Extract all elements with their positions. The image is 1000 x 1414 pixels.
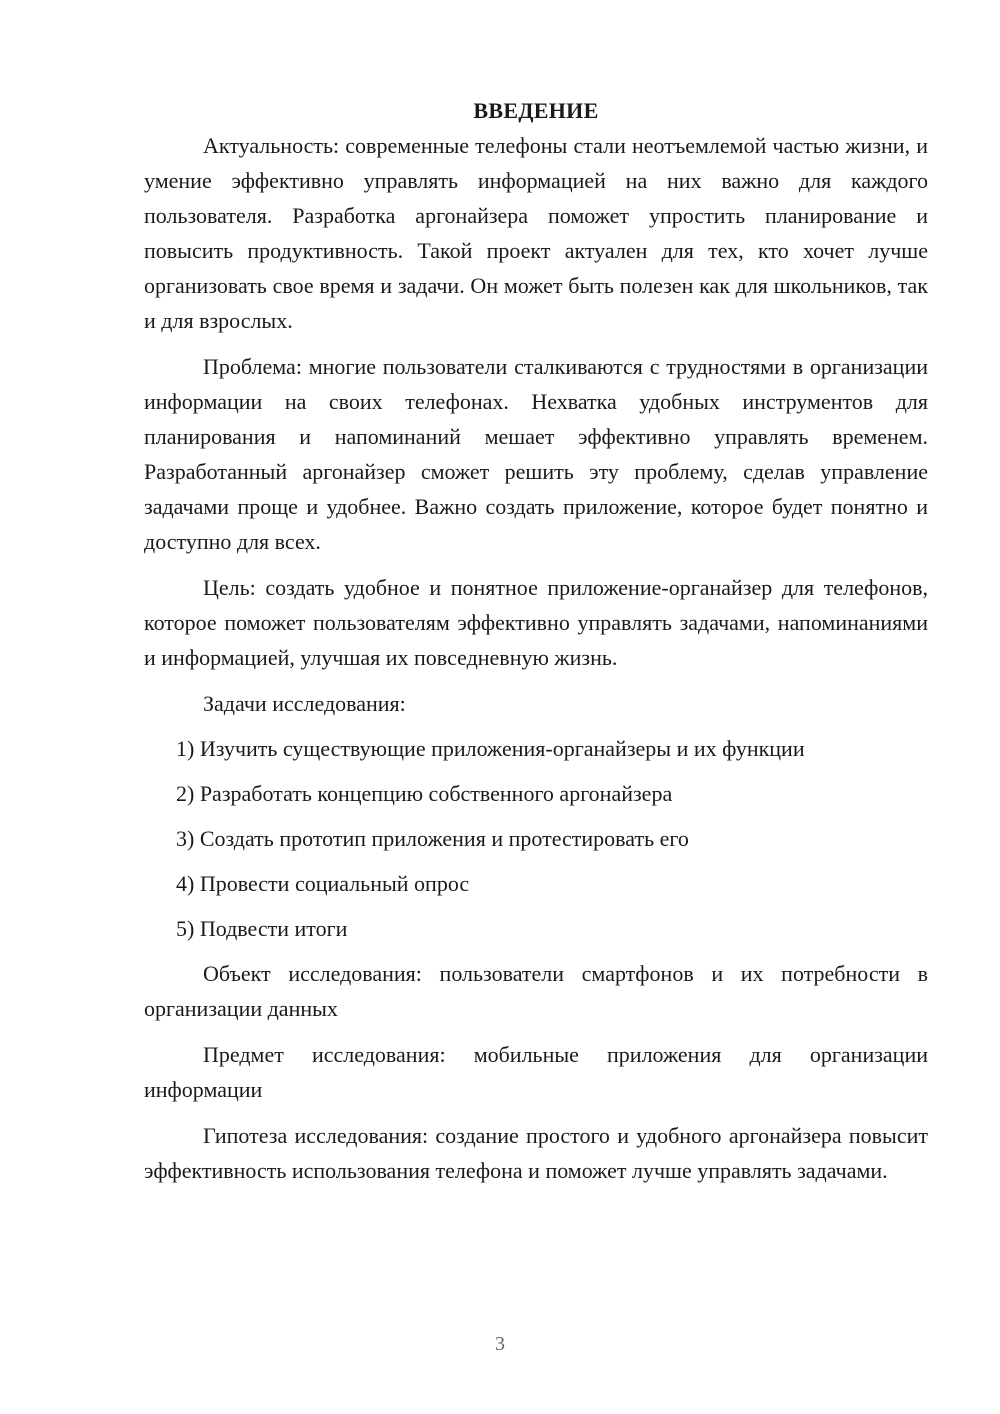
- list-item: 2) Разработать концепцию собственного аргонайзера: [176, 781, 673, 806]
- list-item: 3) Создать прототип приложения и протестировать его: [176, 826, 689, 851]
- paragraph-relevance: Актуальность: современные телефоны стали неотъемлемой частью жизни, и умение эффективно управлять информацией на них важно для каждого пользователя. Разработка аргонайзера поможет упростить планирование и повысить продуктивность. Такой проект актуален для тех, кто хочет лучше организовать свое время и задачи. Он может быть полезен как для школьников, так и для взрослых.: [144, 133, 928, 333]
- list-item: 4) Провести социальный опрос: [176, 871, 470, 896]
- tasks-list: [144, 731, 928, 946]
- paragraph-problem: Проблема: многие пользователи сталкиваются с трудностями в организации информации на своих телефонах. Нехватка удобных инструментов для планирования и напоминаний мешает эффективно управлять временем. Разработанный аргонайзер сможет решить эту проблему, сделав управление задачами проще и удобнее. Важно создать приложение, которое будет понятно и доступно для всех.: [144, 354, 928, 554]
- list-item: 1) Изучить существующие приложения-органайзеры и их функции: [176, 736, 805, 761]
- page-title: ВВЕДЕНИЕ: [473, 98, 599, 123]
- page-number: 3: [495, 1333, 505, 1355]
- list-item: 5) Подвести итоги: [176, 916, 348, 941]
- paragraph-goal: Цель: создать удобное и понятное приложение-органайзер для телефонов, которое поможет пользователям эффективно управлять задачами, напоминаниями и информацией, улучшая их повседневную жизнь.: [144, 575, 928, 670]
- paragraph-subject: Предмет исследования: мобильные приложения для организации информации: [144, 1042, 928, 1102]
- paragraph-object: Объект исследования: пользователи смартфонов и их потребности в организации данных: [144, 961, 928, 1021]
- document-page: [144, 93, 928, 1188]
- tasks-heading: Задачи исследования:: [203, 691, 406, 716]
- paragraph-hypothesis: Гипотеза исследования: создание простого и удобного аргонайзера повысит эффективность использования телефона и поможет лучше управлять задачами.: [144, 1123, 928, 1183]
